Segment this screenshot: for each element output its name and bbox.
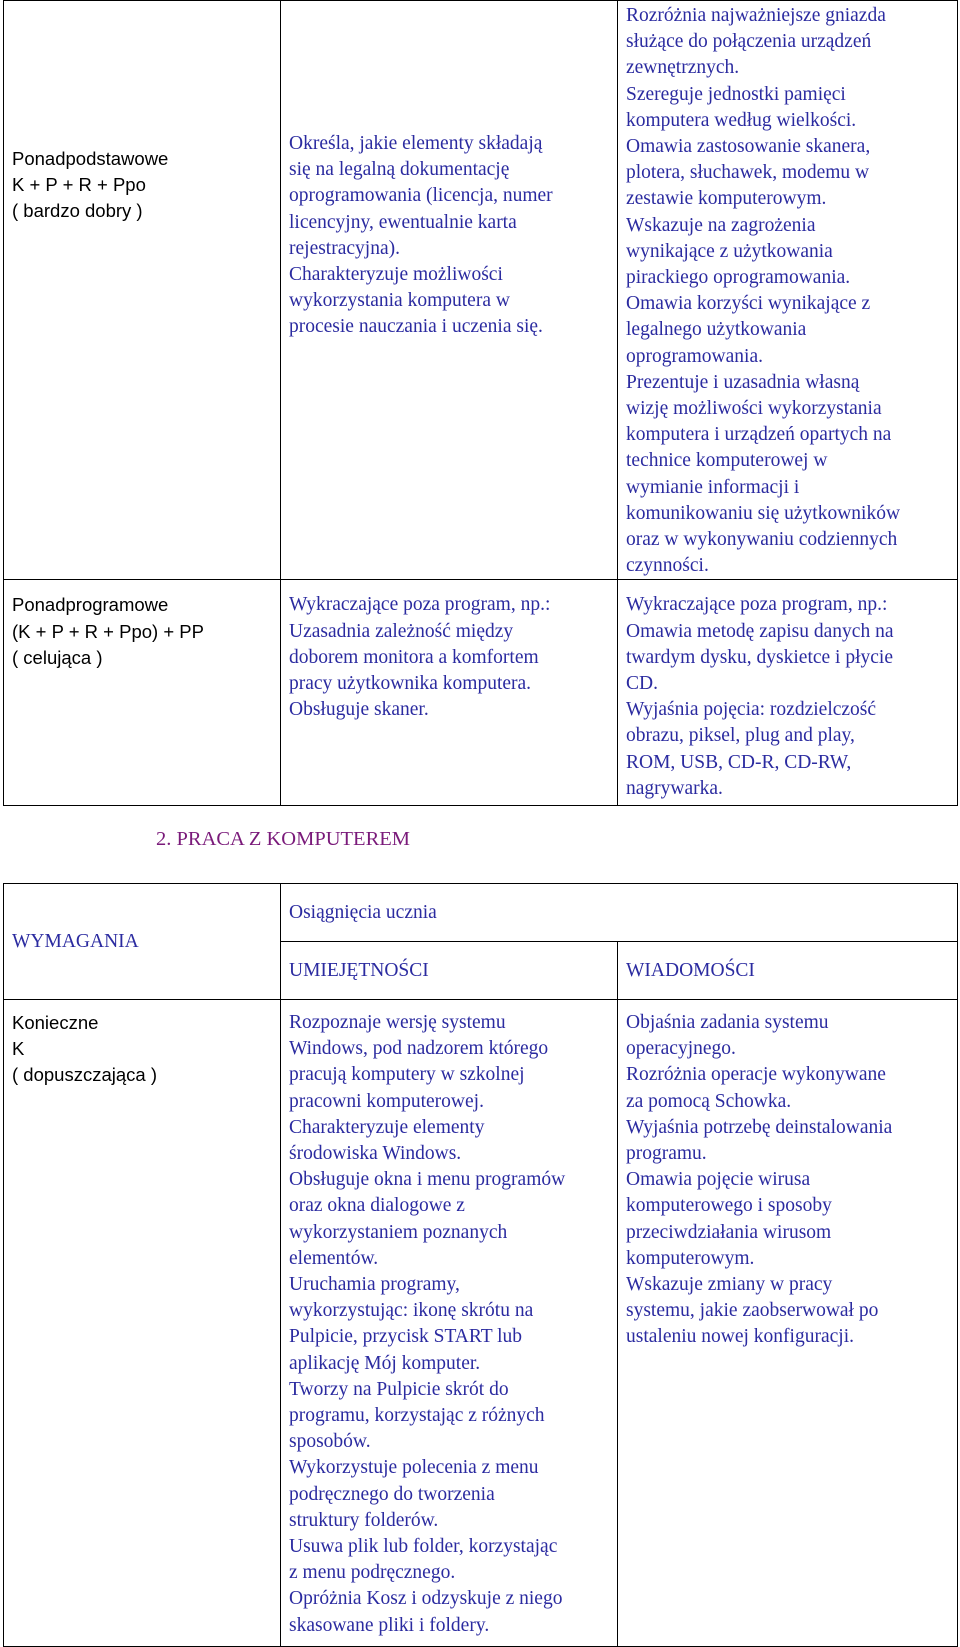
text-line: Rozróżnia najważniejsze gniazda: [626, 5, 886, 26]
text-line: nagrywarka.: [626, 777, 723, 799]
text-line: Rozróżnia operacje wykonywane: [626, 1064, 886, 1086]
header-requirements-cell: [4, 884, 281, 1000]
level-ponadpodstawowe: [4, 1, 280, 225]
text-line: (K + P + R + Ppo) + PP: [12, 620, 204, 642]
level-cell: [4, 1000, 281, 1647]
text-line: pracowni komputerowej.: [289, 1090, 484, 1112]
text-line: Uzasadnia zależność między: [289, 620, 514, 642]
level-cell: [4, 580, 281, 806]
text-line: wykorzystania komputera w: [289, 290, 510, 312]
text-line: podręcznego do tworzenia: [289, 1483, 495, 1505]
text-line: się na legalną dokumentację: [289, 159, 510, 181]
knowledge-cell: [618, 580, 958, 806]
text-line: technice komputerowej w: [626, 450, 828, 472]
text-line: służące do połączenia urządzeń: [626, 31, 872, 53]
text-line: ( celująca ): [12, 646, 103, 668]
header-knowledge-cell: [618, 942, 958, 1000]
text-line: Pulpicie, przycisk START lub: [289, 1326, 523, 1348]
text-line: operacyjnego.: [626, 1038, 736, 1060]
text-line: komputerowego i sposoby: [626, 1195, 832, 1217]
text-line: Omawia pojęcie wirusa: [626, 1169, 811, 1191]
text-line: aplikację Mój komputer.: [289, 1352, 481, 1374]
text-line: ( bardzo dobry ): [12, 200, 143, 222]
text-line: pracy użytkownika komputera.: [289, 673, 532, 695]
text-line: Wykraczające poza program, np.:: [289, 594, 551, 616]
text-line: Usuwa plik lub folder, korzystając: [289, 1536, 558, 1558]
text-line: skasowane pliki i foldery.: [289, 1614, 490, 1636]
text-line: twardym dysku, dyskietce i płycie: [626, 646, 893, 668]
text-line: systemu, jakie zaobserwował po: [626, 1300, 879, 1322]
text-line: ( dopuszczająca ): [12, 1064, 157, 1086]
header-skills: UMIEJĘTNOŚCI: [289, 959, 429, 981]
text-line: przeciwdziałania wirusom: [626, 1221, 832, 1243]
text-line: Wyjaśnia pojęcia: rozdzielczość: [626, 699, 877, 721]
text-line: pirackiego oprogramowania.: [626, 267, 851, 289]
text-line: Szereguje jednostki pamięci: [626, 83, 846, 105]
text-line: Konieczne: [12, 1012, 99, 1033]
text-line: K + P + R + Ppo: [12, 174, 146, 196]
text-line: wykorzystując: ikonę skrótu na: [289, 1300, 534, 1322]
text-line: oprogramowania.: [626, 345, 763, 367]
text-line: czynności.: [626, 555, 709, 577]
text-line: ustaleniu nowej konfiguracji.: [626, 1326, 854, 1348]
header-achievements-cell: [281, 884, 958, 942]
knowledge-text: [618, 1000, 957, 1351]
text-line: z menu podręcznego.: [289, 1562, 456, 1584]
text-line: oraz okna dialogowe z: [289, 1195, 465, 1217]
text-line: zestawie komputerowym.: [626, 188, 827, 210]
text-line: Wykorzystuje polecenia z menu: [289, 1457, 539, 1479]
header-row: [4, 884, 958, 942]
text-line: Wskazuje zmiany w pracy: [626, 1274, 833, 1296]
text-line: pracują komputery w szkolnej: [289, 1064, 525, 1086]
text-line: Omawia metodę zapisu danych na: [626, 620, 894, 642]
text-line: Uruchamia programy,: [289, 1274, 460, 1296]
text-line: programu, korzystając z różnych: [289, 1405, 545, 1427]
text-line: Obsługuje skaner.: [289, 699, 429, 721]
text-line: za pomocą Schowka.: [626, 1090, 792, 1112]
text-line: oprogramowania (licencja, numer: [289, 185, 553, 207]
text-line: sposobów.: [289, 1431, 371, 1453]
knowledge-text: [618, 580, 957, 802]
text-line: wymianie informacji i: [626, 476, 800, 498]
requirements-table-continued: [3, 0, 958, 806]
skills-text: [281, 1, 617, 341]
text-line: komputera i urządzeń opartych na: [626, 424, 892, 446]
text-line: Wyjaśnia potrzebę deinstalowania: [626, 1116, 893, 1138]
text-line: struktury folderów.: [289, 1509, 439, 1531]
text-line: elementów.: [289, 1247, 379, 1269]
knowledge-text: [618, 1, 957, 579]
skills-text: [281, 580, 617, 723]
text-line: Obsługuje okna i menu programów: [289, 1169, 566, 1191]
text-line: Tworzy na Pulpicie skrót do: [289, 1378, 509, 1400]
table-row: [4, 580, 958, 806]
text-line: programu.: [626, 1143, 707, 1165]
text-line: środowiska Windows.: [289, 1143, 462, 1165]
text-line: CD.: [626, 673, 658, 695]
header-knowledge: WIADOMOŚCI: [626, 959, 755, 981]
text-line: Opróżnia Kosz i odzyskuje z niego: [289, 1588, 563, 1610]
text-line: ROM, USB, CD-R, CD-RW,: [626, 751, 852, 773]
header-skills-cell: [281, 942, 618, 1000]
text-line: komputerowym.: [626, 1247, 755, 1269]
text-line: Omawia korzyści wynikające z: [626, 293, 871, 315]
text-line: Charakteryzuje możliwości: [289, 264, 503, 286]
text-line: K: [12, 1038, 25, 1060]
text-line: Ponadpodstawowe: [12, 148, 169, 169]
text-line: Wykraczające poza program, np.:: [626, 594, 888, 616]
text-line: Prezentuje i uzasadnia własną: [626, 371, 860, 393]
text-line: wykorzystaniem poznanych: [289, 1221, 508, 1243]
skills-cell: [281, 1, 618, 580]
table-row: [4, 1, 958, 580]
text-line: Określa, jakie elementy składają: [289, 133, 543, 154]
text-line: plotera, słuchawek, modemu w: [626, 162, 870, 184]
text-line: komunikowaniu się użytkowników: [626, 502, 901, 524]
text-line: obrazu, piksel, plug and play,: [626, 725, 855, 747]
text-line: oraz w wykonywaniu codziennych: [626, 529, 898, 551]
text-line: komputera według wielkości.: [626, 109, 857, 131]
text-line: Rozpoznaje wersję systemu: [289, 1012, 506, 1033]
text-line: rejestracyjna).: [289, 237, 400, 259]
header-requirements: WYMAGANIA: [12, 930, 139, 952]
table-row: [4, 1000, 958, 1647]
level-cell: [4, 1, 281, 580]
knowledge-cell: [618, 1, 958, 580]
text-line: Objaśnia zadania systemu: [626, 1012, 829, 1033]
skills-text: [281, 1000, 617, 1639]
text-line: Omawia zastosowanie skanera,: [626, 136, 871, 158]
text-line: Wskazuje na zagrożenia: [626, 214, 816, 236]
section-title: 2. PRACA Z KOMPUTEREM: [156, 828, 411, 850]
text-line: wizję możliwości wykorzystania: [626, 398, 882, 420]
text-line: doborem monitora a komfortem: [289, 646, 539, 668]
text-line: legalnego użytkowania: [626, 319, 807, 341]
text-line: wynikające z użytkowania: [626, 240, 833, 262]
level-konieczne: [4, 1000, 280, 1089]
header-achievements: Osiągnięcia ucznia: [289, 901, 437, 923]
text-line: procesie nauczania i uczenia się.: [289, 316, 543, 338]
knowledge-cell: [618, 1000, 958, 1647]
text-line: licencyjny, ewentualnie karta: [289, 211, 517, 233]
text-line: zewnętrznych.: [626, 57, 740, 79]
text-line: Charakteryzuje elementy: [289, 1116, 485, 1138]
skills-cell: [281, 580, 618, 806]
text-line: Ponadprogramowe: [12, 594, 169, 616]
level-ponadprogramowe: [4, 580, 280, 671]
text-line: Windows, pod nadzorem którego: [289, 1038, 549, 1060]
skills-cell: [281, 1000, 618, 1647]
requirements-table: [3, 883, 958, 1647]
